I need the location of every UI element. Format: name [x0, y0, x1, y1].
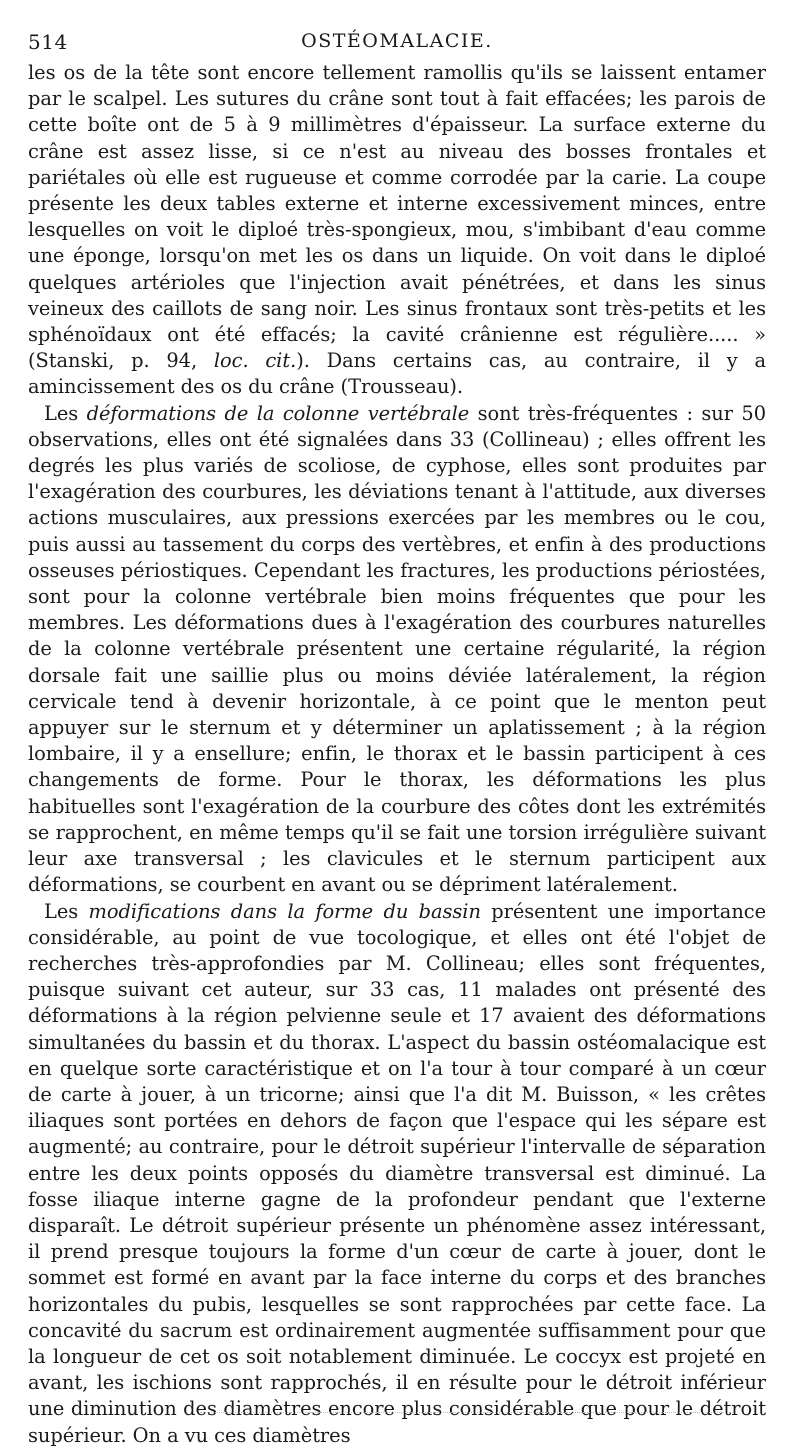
scan-artifact-line — [200, 1412, 730, 1415]
running-title: OSTÉOMALACIE. — [301, 30, 493, 52]
paragraph-text: Les — [44, 899, 89, 923]
italic-term: modifications dans la forme du bassin — [88, 899, 481, 923]
paragraph-text: Les — [44, 401, 87, 425]
page-header — [28, 26, 766, 60]
paragraph-skull-continuation — [28, 60, 766, 401]
paragraph-text: présentent une importance considérable, au point de vue tocologique, et elles ont été l'objet de recherches très-approfondies par M. Collineau; elles sont fréquentes, puisque suivant cet auteur, sur 33 cas, 11 malades ont présenté des déformations à la région pelvienne seule et 17 avaient des déformations simultanées du bassin et du thorax. L'aspect du bassin ostéomalacique est en quelque sorte caractéristique et on l'a tour à tour comparé à un cœur de carte à jouer, à un tricorne; ainsi que l'a dit M. Buisson, « les crêtes iliaques sont portées en dehors de façon que l'espace qui les sépare est augmenté; au contraire, pour le détroit supérieur l'intervalle de séparation entre les deux points opposés du diamètre transversal est diminué. La fosse iliaque interne gagne de la profondeur pendant que l'externe disparaît. Le détroit supérieur présente un phénomène assez intéressant, il prend presque toujours la forme d'un cœur de carte à jouer, dont le sommet est formé en avant par la face interne du corps et des branches horizontales du pubis, lesquelles se sont rapprochées par cette face. La concavité du sacrum est ordinairement augmentée suffisamment pour que la longueur de cet os soit notablement diminuée. Le coccyx est projeté en avant, les ischions sont rapprochés, il en résulte pour le détroit inférieur une diminution des diamètres encore plus considérable que pour le détroit supérieur. On a vu ces diamètres — [28, 899, 766, 1447]
paragraph-text: ). Dans certains cas, au contraire, il y a amincissement des os du crâne (Trousseau). — [28, 349, 767, 399]
italic-citation: loc. cit. — [213, 349, 297, 373]
page-number: 514 — [28, 30, 68, 54]
document-page — [28, 26, 766, 1449]
paragraph-vertebral-column — [28, 401, 766, 899]
italic-term: déformations de la colonne vertébrale — [86, 401, 470, 425]
paragraph-pelvis — [28, 899, 766, 1449]
paragraph-text: sont très-fréquentes : sur 50 observations, elles ont été signalées dans 33 (Collineau) ; elles offrent les degrés les plus variés de scoliose, de cyphose, elles sont produites par l'exagération des courbures, les déviations tenant à l'attitude, aux diverses actions musculaires, aux pressions exercées par les membres ou le cou, puis aussi au tassement du corps des vertèbres, et enfin à des productions osseuses périostiques. Cependant les fractures, les productions périostées, sont pour la colonne vertébrale bien moins fréquentes que pour les membres. Les déformations dues à l'exagération des courbures naturelles de la colonne vertébrale présentent une certaine régularité, la région dorsale fait une saillie plus ou moins déviée latéralement, la région cervicale tend à devenir horizontale, à ce point que le menton peut appuyer sur le sternum et y déterminer un aplatissement ; à la région lombaire, il y a ensellure; enfin, le thorax et le bassin participent à ces changements de forme. Pour le thorax, les déformations les plus habituelles sont l'exagération de la courbure des côtes dont les extrémités se rapprochent, en même temps qu'il se fait une torsion irrégulière suivant leur axe transversal ; les clavicules et le sternum participent aux déformations, se courbent en avant ou se dépriment latéralement. — [28, 401, 766, 897]
body-text — [28, 60, 766, 1449]
paragraph-text: les os de la tête sont encore tellement ramollis qu'ils se laissent entamer par le scalpel. Les sutures du crâne sont tout à fait effacées; les parois de cette boîte ont de 5 à 9 millimètres d'épaisseur. La surface externe du crâne est assez lisse, si ce n'est au niveau des bosses frontales et pariétales où elle est rugueuse et comme corrodée par la carie. La coupe présente les deux tables externe et interne excessivement minces, entre lesquelles on voit le diploé très-spongieux, mou, s'imbibant d'eau comme une éponge, lorsqu'on met les os dans un liquide. On voit dans le diploé quelques artérioles que l'injection avait pénétrées, et dans les sinus veineux des caillots de sang noir. Les sinus frontaux sont très-petits et les sphénoïdaux ont été effacés; la cavité crânienne est régulière..... » (Stanski, p. 94, — [28, 61, 766, 373]
